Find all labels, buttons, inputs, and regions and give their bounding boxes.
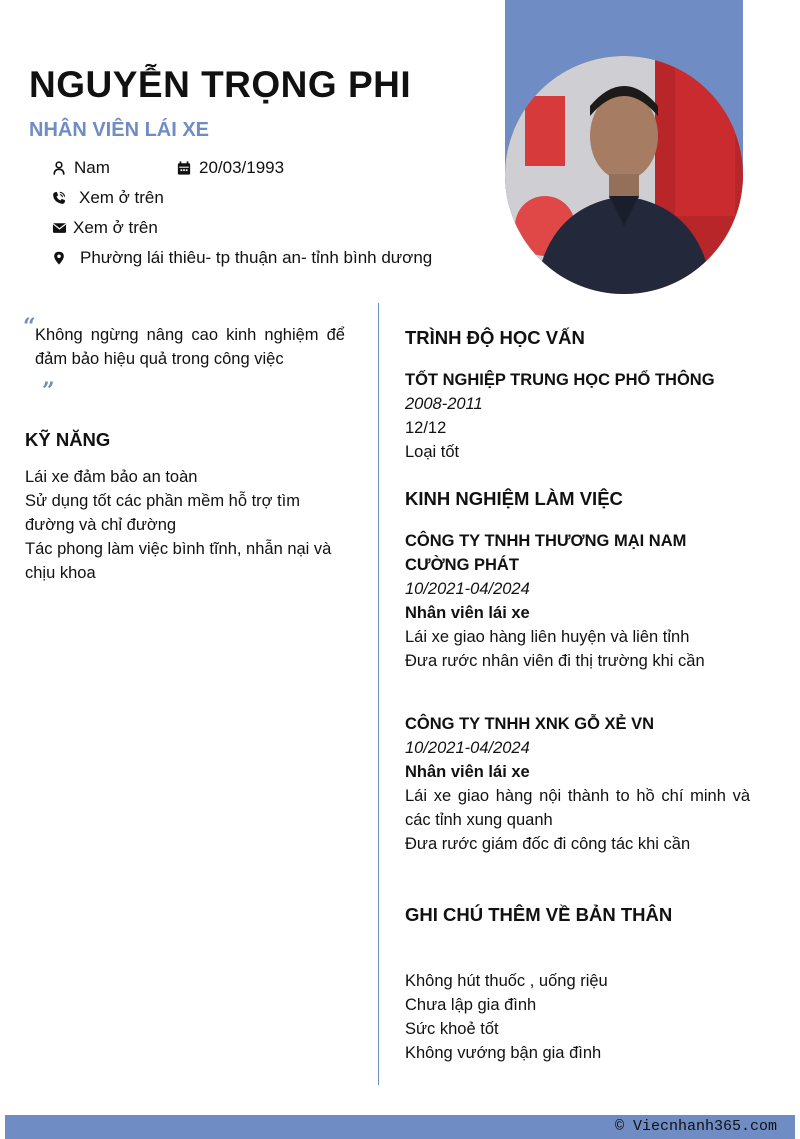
job-period: 10/2021-04/2024: [405, 580, 530, 598]
footer-copyright: © Viecnhanh365.com: [614, 1118, 777, 1135]
quote-open-mark: “: [23, 314, 36, 340]
notes-list: [405, 969, 750, 1065]
skill-item: Sử dụng tốt các phần mềm hỗ trợ tìm đường và chỉ đường: [25, 492, 300, 534]
email-value: Xem ở trên: [73, 218, 158, 237]
note-item: Không vướng bận gia đình: [405, 1044, 602, 1062]
notes-title: GHI CHÚ THÊM VỀ BẢN THÂN: [405, 904, 673, 925]
career-objective: Không ngừng nâng cao kinh nghiệm để đảm bảo hiệu quả trong công việc: [35, 326, 345, 368]
job-company: CÔNG TY TNHH THƯƠNG MẠI NAM CƯỜNG PHÁT: [405, 532, 687, 574]
gender-row: [52, 158, 110, 178]
profile-photo-illustration: [505, 56, 743, 294]
job-duty: Lái xe giao hàng nội thành to hồ chí minh và các tỉnh xung quanh: [405, 787, 750, 829]
skills-title: KỸ NĂNG: [25, 429, 111, 450]
note-item: Chưa lập gia đình: [405, 996, 537, 1014]
phone-value: Xem ở trên: [79, 188, 164, 207]
note-item: Sức khoẻ tốt: [405, 1020, 499, 1038]
map-pin-icon: [52, 251, 66, 265]
gender-value: Nam: [74, 158, 110, 177]
footer-bar: [5, 1115, 795, 1139]
job-duty: Đưa rước giám đốc đi công tác khi cần: [405, 835, 691, 853]
note-item: Không hút thuốc , uống riệu: [405, 972, 608, 990]
skills-list: [25, 465, 345, 585]
experience-title: KINH NGHIỆM LÀM VIỆC: [405, 488, 623, 509]
profile-photo: [505, 56, 743, 294]
education-school: TỐT NGHIỆP TRUNG HỌC PHỔ THÔNG: [405, 371, 715, 389]
job-period: 10/2021-04/2024: [405, 739, 530, 757]
birthday-value: 20/03/1993: [199, 158, 285, 177]
job-duty: Lái xe giao hàng liên huyện và liên tỉnh: [405, 628, 690, 646]
address-row: [52, 248, 432, 268]
phone-icon: [52, 191, 66, 205]
person-icon: [52, 161, 66, 175]
column-divider: [378, 303, 379, 1085]
education-period: 2008-2011: [405, 395, 483, 413]
phone-row: [52, 188, 164, 208]
quote-close-mark: ”: [42, 378, 55, 404]
email-row: [52, 218, 158, 238]
job-position: Nhân viên lái xe: [405, 763, 530, 781]
job-duty: Đưa rước nhân viên đi thị trường khi cần: [405, 652, 705, 670]
candidate-name: NGUYỄN TRỌNG PHI: [29, 64, 412, 105]
education-rank: Loại tốt: [405, 443, 460, 461]
experience-job-1: [405, 529, 750, 673]
envelope-icon: [52, 221, 67, 235]
birthday-row: [177, 158, 284, 178]
job-company: CÔNG TY TNHH XNK GỖ XẺ VN: [405, 715, 655, 733]
job-title: NHÂN VIÊN LÁI XE: [29, 119, 210, 141]
experience-job-2: [405, 712, 750, 856]
education-grade: 12/12: [405, 419, 447, 437]
address-value: Phường lái thiêu- tp thuận an- tỉnh bình dương: [80, 248, 433, 267]
education-title: TRÌNH ĐỘ HỌC VẤN: [405, 327, 585, 348]
skill-item: Lái xe đảm bảo an toàn: [25, 468, 198, 486]
job-position: Nhân viên lái xe: [405, 604, 530, 622]
education-entry: [405, 368, 755, 464]
skill-item: Tác phong làm việc bình tĩnh, nhẫn nại và chịu khoa: [25, 540, 332, 582]
calendar-icon: [177, 161, 191, 175]
